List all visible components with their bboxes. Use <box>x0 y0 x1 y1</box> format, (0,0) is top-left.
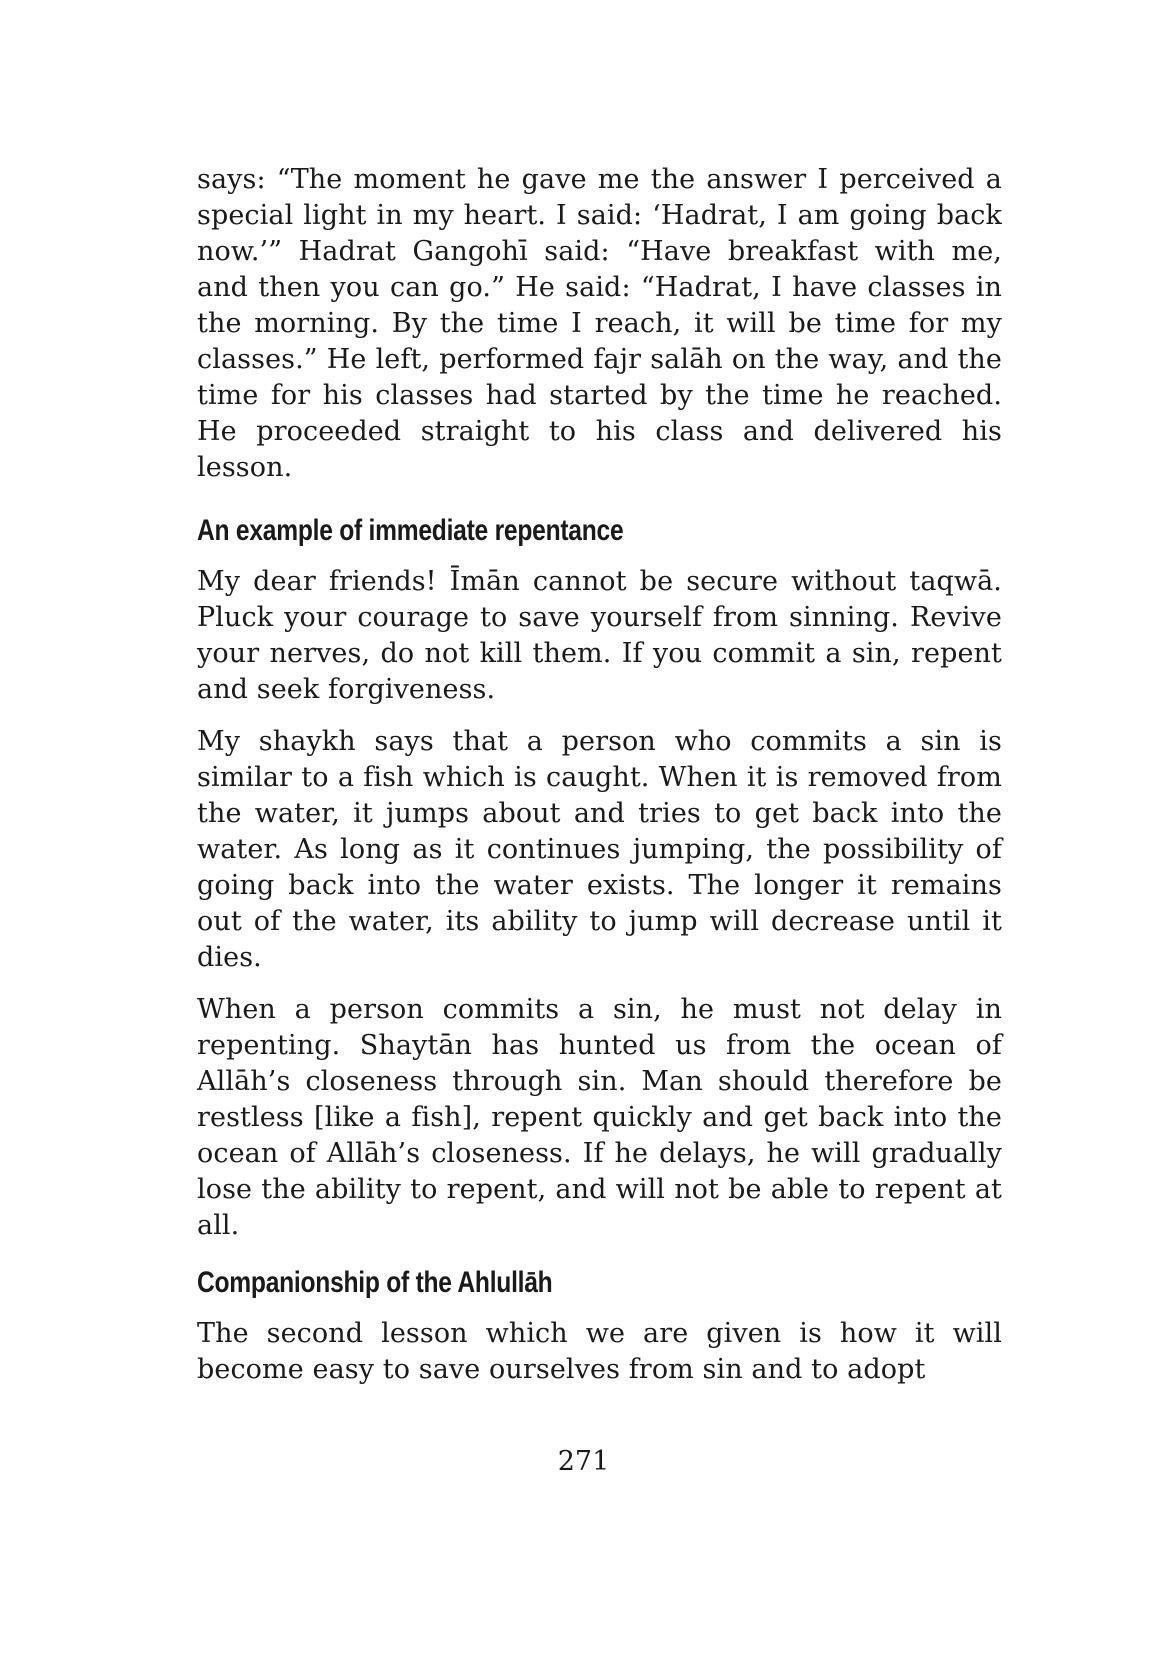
page-body <box>197 162 1002 1404</box>
body-paragraph: My shaykh says that a person who commits a sin is similar to a fish which is caught. When it is removed from the water, it jumps about and tries to get back into the water. As long as it continues jumping, the possibility of going back into the water exists. The longer it remains out of the water, its ability to jump will decrease until it dies. <box>197 726 1002 973</box>
body-paragraph: My dear friends! Īmān cannot be secure without taqwā. Pluck your courage to save yourself from sinning. Revive your nerves, do not kill them. If you commit a sin, repent and seek forgiveness. <box>197 566 1002 705</box>
intro-paragraph: says: “The moment he gave me the answer I perceived a special light in my heart. I said: ‘Hadrat, I am going back now.’” Hadrat Gangohī said: “Have breakfast with me, and then you can go.” He said: “Hadrat, I have classes in the morning. By the time I reach, it will be time for my classes.” He left, performed fajr salāh on the way, and the time for his classes had started by the time he reached. He proceeded straight to his class and delivered his lesson. <box>197 164 1002 483</box>
page-number: 271 <box>557 1446 610 1477</box>
body-paragraph: When a person commits a sin, he must not delay in repenting. Shaytān has hunted us from the ocean of Allāh’s closeness through sin. Man should therefore be restless [like a fish], repent quickly and get back into the ocean of Allāh’s closeness. If he delays, he will gradually lose the ability to repent, and will not be able to repent at all. <box>197 994 1002 1241</box>
section-heading-immediate-repentance: An example of immediate repentance <box>197 514 624 547</box>
section-heading-companionship: Companionship of the Ahlullāh <box>197 1266 553 1299</box>
body-paragraph: The second lesson which we are given is how it will become easy to save ourselves from sin and to adopt <box>197 1318 1002 1385</box>
